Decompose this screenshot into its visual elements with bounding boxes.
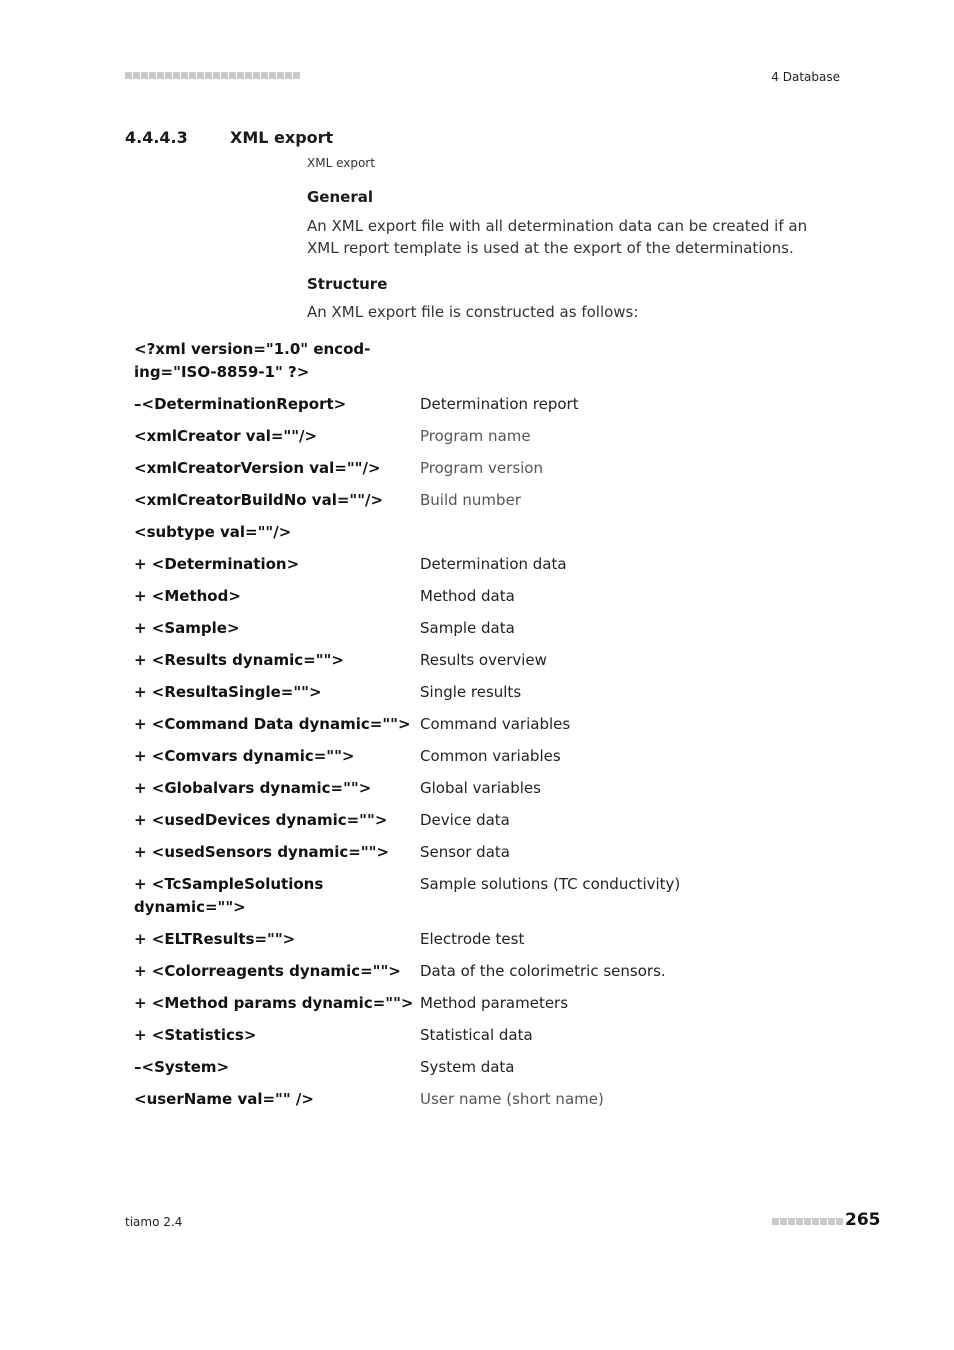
tag-description: Common variables — [420, 747, 561, 765]
xml-tag: <xmlCreator val=""/> — [134, 427, 318, 445]
tag-description: Electrode test — [420, 930, 525, 948]
xml-tag: + <ResultaSingle=""> — [134, 683, 322, 701]
product-name: tiamo 2.4 — [125, 1215, 183, 1229]
tag-description: Determination data — [420, 555, 567, 573]
xml-tag: + <Sample> — [134, 619, 240, 637]
table-row — [134, 1056, 694, 1079]
xml-tag: <xmlCreatorVersion val=""/> — [134, 459, 381, 477]
xml-tag: + <Determination> — [134, 555, 300, 573]
chapter-header: 4 Database — [771, 70, 840, 84]
table-row — [134, 457, 694, 480]
table-row — [134, 809, 694, 832]
table-row — [134, 1088, 694, 1111]
tag-description: Data of the colorimetric sensors. — [420, 962, 666, 980]
table-row — [134, 393, 694, 416]
section-caption: XML export — [307, 156, 375, 170]
xml-tag: –<System> — [134, 1058, 230, 1076]
xml-tag: + <Comvars dynamic=""> — [134, 747, 355, 765]
xml-tag: + <Command Data dynamic=""> — [134, 715, 411, 733]
table-row — [134, 777, 694, 800]
table-row — [134, 521, 694, 544]
tag-description: Statistical data — [420, 1026, 533, 1044]
xml-tag: + <usedSensors dynamic=""> — [134, 843, 390, 861]
table-row — [134, 928, 694, 951]
tag-description: Global variables — [420, 779, 541, 797]
tag-description: Results overview — [420, 651, 547, 669]
xml-tag: <subtype val=""/> — [134, 523, 292, 541]
table-row — [134, 745, 694, 768]
tag-description: Program version — [420, 459, 543, 477]
xml-tag: <?xml version="1.0" encod- ing="ISO-8859-1" ?> — [134, 340, 371, 381]
xml-tag: + <Method> — [134, 587, 241, 605]
structure-heading: Structure — [307, 275, 388, 293]
tag-description: Method parameters — [420, 994, 569, 1012]
table-row — [134, 992, 694, 1015]
xml-tag: + <Colorreagents dynamic=""> — [134, 962, 401, 980]
tag-description: Sample solutions (TC conductivity) — [420, 875, 681, 893]
tag-description: Method data — [420, 587, 515, 605]
footer-decoration — [772, 1218, 843, 1225]
xml-tag: + <Globalvars dynamic=""> — [134, 779, 372, 797]
xml-tag: <xmlCreatorBuildNo val=""/> — [134, 491, 384, 509]
table-row — [134, 1024, 694, 1047]
tag-description: Program name — [420, 427, 531, 445]
tag-description: Determination report — [420, 395, 579, 413]
xml-tag: + <Method params dynamic=""> — [134, 994, 414, 1012]
table-row — [134, 841, 694, 864]
xml-tag: + <ELTResults=""> — [134, 930, 296, 948]
xml-structure-table — [134, 338, 694, 1120]
table-row — [134, 425, 694, 448]
xml-tag: + <usedDevices dynamic=""> — [134, 811, 388, 829]
table-row — [134, 585, 694, 608]
structure-text: An XML export file is constructed as follows: — [307, 303, 639, 321]
table-row — [134, 960, 694, 983]
table-row — [134, 489, 694, 512]
table-row — [134, 873, 694, 919]
xml-tag: + <Statistics> — [134, 1026, 257, 1044]
page-number: 265 — [845, 1210, 881, 1230]
xml-tag: <userName val="" /> — [134, 1090, 314, 1108]
table-row — [134, 649, 694, 672]
header-decoration — [125, 72, 300, 79]
xml-tag: + <Results dynamic=""> — [134, 651, 344, 669]
general-text: An XML export file with all determination data can be created if an XML report template is used at the export of the determinations. — [307, 217, 808, 257]
tag-description: Command variables — [420, 715, 571, 733]
tag-description: User name (short name) — [420, 1090, 604, 1108]
table-row — [134, 338, 694, 384]
table-row — [134, 713, 694, 736]
table-row — [134, 617, 694, 640]
tag-description: Single results — [420, 683, 522, 701]
section-title: XML export — [230, 128, 334, 147]
xml-tag: + <TcSampleSolutions dynamic=""> — [134, 875, 324, 916]
table-row — [134, 681, 694, 704]
tag-description: Sample data — [420, 619, 515, 637]
general-heading: General — [307, 188, 373, 206]
tag-description: Build number — [420, 491, 521, 509]
tag-description: Sensor data — [420, 843, 510, 861]
section-number: 4.4.4.3 — [125, 128, 188, 147]
tag-description: System data — [420, 1058, 515, 1076]
xml-tag: –<DeterminationReport> — [134, 395, 347, 413]
tag-description: Device data — [420, 811, 510, 829]
table-row — [134, 553, 694, 576]
